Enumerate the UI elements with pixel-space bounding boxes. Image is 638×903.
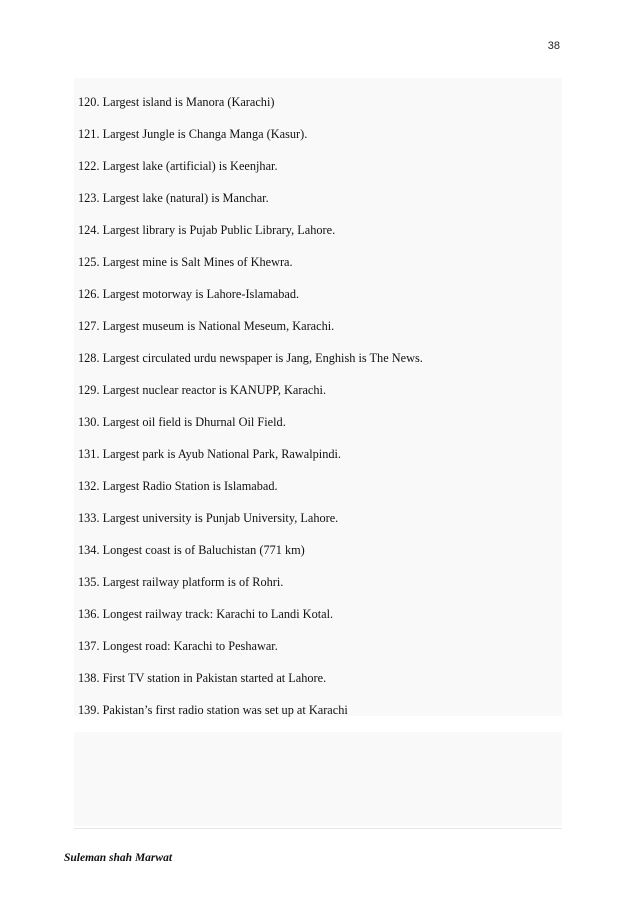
list-item: 131. Largest park is Ayub National Park, Rawalpindi. (78, 447, 341, 461)
list-item: 125. Largest mine is Salt Mines of Khewra. (78, 255, 293, 269)
list-item: 136. Longest railway track: Karachi to Landi Kotal. (78, 607, 334, 621)
list-item: 135. Largest railway platform is of Rohri. (78, 575, 284, 589)
list-item: 130. Largest oil field is Dhurnal Oil Field. (78, 415, 286, 429)
list-item: 133. Largest university is Punjab University, Lahore. (78, 511, 339, 525)
list-item: 128. Largest circulated urdu newspaper is Jang, Enghish is The News. (78, 351, 423, 365)
list-item: 127. Largest museum is National Meseum, Karachi. (78, 319, 335, 333)
list-item: 120. Largest island is Manora (Karachi) (78, 95, 275, 109)
footer-divider (74, 828, 562, 829)
list-item: 123. Largest lake (natural) is Manchar. (78, 191, 269, 205)
list-item: 134. Longest coast is of Baluchistan (771 km) (78, 543, 305, 557)
list-item: 137. Longest road: Karachi to Peshawar. (78, 639, 278, 653)
page-number: 38 (547, 40, 560, 52)
footer-author: Suleman shah Marwat (64, 852, 173, 864)
list-item: 126. Largest motorway is Lahore-Islamabad. (78, 287, 300, 301)
list-item: 122. Largest lake (artificial) is Keenjhar. (78, 159, 278, 173)
list-item: 129. Largest nuclear reactor is KANUPP, Karachi. (78, 383, 327, 397)
list-item: 121. Largest Jungle is Changa Manga (Kasur). (78, 127, 308, 141)
list-item: 132. Largest Radio Station is Islamabad. (78, 479, 278, 493)
list-item: 138. First TV station in Pakistan started at Lahore. (78, 671, 327, 685)
list-item: 124. Largest library is Pujab Public Library, Lahore. (78, 223, 336, 237)
empty-content-block (74, 732, 562, 826)
facts-list (74, 78, 562, 716)
list-item: 139. Pakistan’s first radio station was set up at Karachi (78, 703, 348, 717)
